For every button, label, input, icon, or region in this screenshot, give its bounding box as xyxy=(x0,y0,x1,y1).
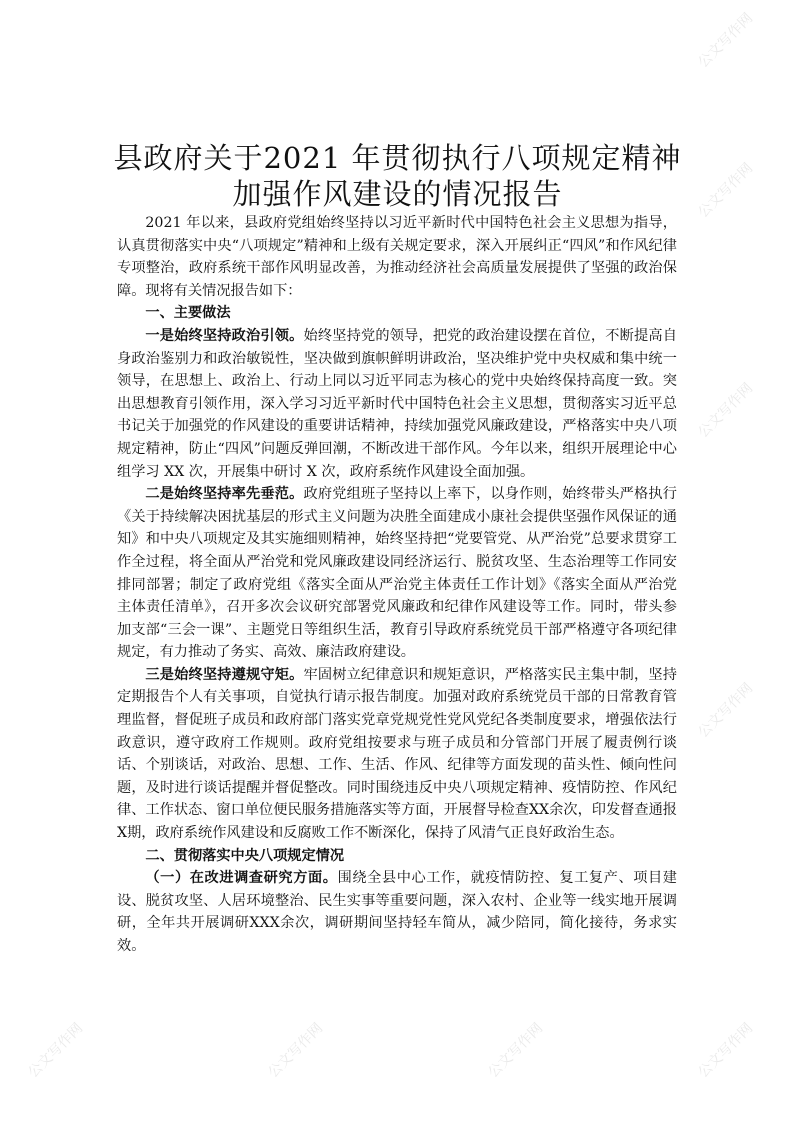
watermark: 公文写作网 xyxy=(695,160,757,222)
paragraph-lead: （一）在改进调查研究方面。 xyxy=(145,870,338,887)
section-heading-1: 一、主要做法 xyxy=(145,305,231,322)
watermark: 公文写作网 xyxy=(695,680,757,742)
paragraph-text: 牢固树立纪律意识和规矩意识，严格落实民主集中制，坚持定期报告个人有关事项，自觉执行请示报告制度。加强对政府系统党员干部的日常教育管理监督，督促班子成员和政府部门落实党章党规党性党风党纪各类制度要求，增强依法行政意识，遵守政府工作规则。政府党组按要求与班子成员和分管部门开展了履责例行谈话、个别谈话，对政治、思想、工作、生活、作风、纪律等方面发现的苗头性、倾向性问题，及时进行谈话提醒并督促整改。同时围绕违反中央八项规定精神、疫情防控、作风纪律、工作状态、窗口单位便民服务措施落实等方面，开展督导检查XX余次，印发督查通报X期，政府系统作风建设和反腐败工作不断深化，保持了风清气正良好政治生态。 xyxy=(117,666,677,842)
watermark: 公文写作网 xyxy=(485,1020,547,1082)
paragraph-political-leadership xyxy=(117,325,677,483)
paragraph-text: 始终坚持党的领导，把党的政治建设摆在首位，不断提高自身政治鉴别力和政治敏锐性，坚决做到旗帜鲜明讲政治，坚决维护党中央权威和集中统一领导，在思想上、政治上、行动上同以习近平同志为核心的党中央始终保持高度一致。突出思想教育引领作用，深入学习习近平新时代中国特色社会主义思想，贯彻落实习近平总书记关于加强党的作风建设的重要讲话精神，持续加强党风廉政建设，严格落实中央八项规定精神，防止“四风”问题反弹回潮，不断改进干部作风。今年以来，组织开展理论中心组学习 XX 次，开展集中研讨 X 次，政府系统作风建设全面加强。 xyxy=(117,327,677,480)
paragraph-research xyxy=(117,867,677,957)
watermark: 公文写作网 xyxy=(265,1020,327,1082)
watermark: 公文写作网 xyxy=(695,10,757,72)
paragraph-lead: 三是始终坚持遵规守矩。 xyxy=(145,666,304,683)
document-title: 县政府关于2021 年贯彻执行八项规定精神加强作风建设的情况报告 xyxy=(113,141,682,211)
watermark: 公文写作网 xyxy=(25,1020,87,1082)
paragraph-lead-by-example xyxy=(117,483,677,664)
paragraph-lead: 一是始终坚持政治引领。 xyxy=(145,327,304,344)
paragraph-rules-discipline xyxy=(117,664,677,845)
document-body xyxy=(117,212,677,958)
watermark: 公文写作网 xyxy=(695,380,757,442)
paragraph-text: 政府党组班子坚持以上率下，以身作则，始终带头严格执行《关于持续解决困扰基层的形式主义问题为决胜全面建成小康社会提供坚强作风保证的通知》和中央八项规定及其实施细则精神，始终坚持把“党要管党、从严治党”总要求贯穿工作全过程，将全面从严治党和党风廉政建设同经济运行、脱贫攻坚、生态治理等工作同安排同部署；制定了政府党组《落实全面从严治党主体责任工作计划》《落实全面从严治党主体责任清单》，召开多次会议研究部署党风廉政和纪律作风建设等工作。同时，带头参加支部“三会一课”、主题党日等组织生活，教育引导政府系统党员干部严格遵守各项纪律规定，有力推动了务实、高效、廉洁政府建设。 xyxy=(117,486,677,661)
section-heading-2: 二、贯彻落实中央八项规定情况 xyxy=(145,847,345,864)
paragraph-lead: 二是始终坚持率先垂范。 xyxy=(145,486,304,503)
paragraph-text: 围绕全县中心工作，就疫情防控、复工复产、项目建设、脱贫攻坚、人居环境整治、民生实事等重要问题，深入农村、企业等一线实地开展调研，全年共开展调研XXX余次，调研期间坚持轻车简从，减少陪同，简化接待，务求实效。 xyxy=(117,870,677,954)
watermark: 公文写作网 xyxy=(695,1020,757,1082)
intro-paragraph: 2021 年以来，县政府党组始终坚持以习近平新时代中国特色社会主义思想为指导，认真贯彻落实中央“八项规定”精神和上级有关规定要求，深入开展纠正“四风”和作风纪律专项整治，政府系统干部作风明显改善，为推动经济社会高质量发展提供了坚强的政治保障。现将有关情况报告如下： xyxy=(117,215,677,299)
